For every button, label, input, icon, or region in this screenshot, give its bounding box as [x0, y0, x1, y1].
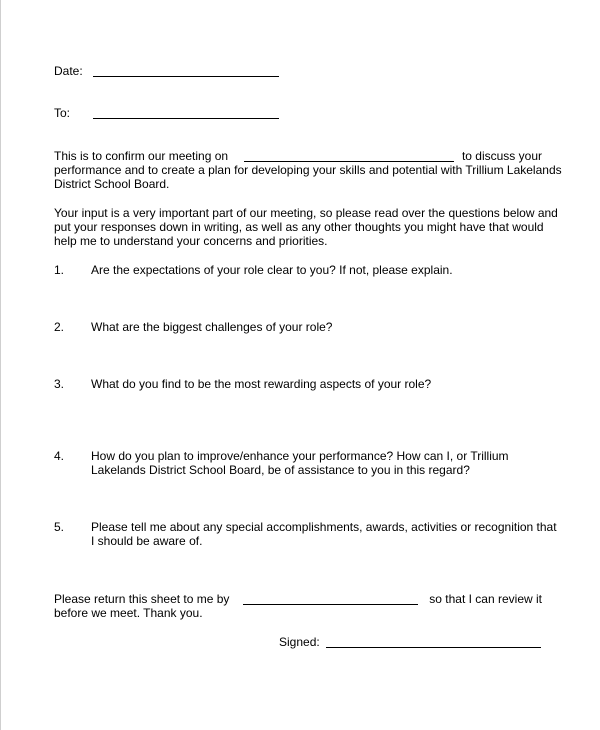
question-1-number: 1.	[54, 263, 65, 277]
closing-line-1-end	[424, 592, 542, 606]
question-2-text: What are the biggest challenges of your role?	[91, 320, 333, 334]
question-4-number: 4.	[54, 449, 65, 463]
to-row	[54, 106, 70, 120]
signed-row	[279, 635, 320, 649]
question-3-number: 3.	[54, 377, 65, 391]
closing-line-2	[54, 606, 203, 620]
input-line-1	[54, 206, 558, 220]
intro-line-2	[54, 163, 562, 177]
closing-line-2-text: before we meet. Thank you.	[54, 606, 203, 620]
input-line-3-text: help me to understand your concerns and priorities.	[54, 234, 328, 248]
input-line-1-text: Your input is a very important part of our meeting, so please read over the questions below and	[54, 206, 558, 220]
closing-text-before-blank: Please return this sheet to me by	[54, 592, 230, 606]
closing-line-1-start	[54, 592, 229, 606]
question-4-line-1: How do you plan to improve/enhance your performance? How can I, or Trillium	[91, 449, 509, 463]
date-blank-line[interactable]	[93, 65, 279, 77]
input-line-2-text: put your responses down in writing, as well as any other thoughts you might have that would	[54, 220, 544, 234]
question-5-number: 5.	[54, 520, 65, 534]
date-row	[54, 64, 83, 78]
signature-blank-line[interactable]	[326, 636, 541, 648]
signed-label: Signed:	[279, 635, 320, 649]
intro-line-3-text: District School Board.	[54, 177, 170, 191]
input-line-3	[54, 234, 328, 248]
date-label: Date:	[54, 64, 83, 78]
intro-line-2-text: performance and to create a plan for developing your skills and potential with Trillium Lakelands	[54, 163, 562, 177]
intro-line-1-start	[54, 149, 228, 163]
intro-text-before-blank: This is to confirm our meeting on	[54, 149, 229, 163]
closing-text-after-blank: so that I can review it	[429, 592, 542, 606]
meeting-date-blank-line[interactable]	[244, 150, 454, 162]
to-label: To:	[54, 106, 71, 120]
intro-line-1-end	[459, 149, 542, 163]
intro-line-3	[54, 177, 169, 191]
question-5-line-2: I should be aware of.	[91, 534, 203, 548]
intro-text-after-blank: to discuss your	[461, 149, 542, 163]
input-line-2	[54, 220, 544, 234]
question-1-text: Are the expectations of your role clear to you? If not, please explain.	[91, 263, 453, 277]
to-blank-line[interactable]	[93, 107, 279, 119]
question-5-line-1: Please tell me about any special accomplishments, awards, activities or recognition that	[91, 520, 557, 534]
question-4-line-2: Lakelands District School Board, be of assistance to you in this regard?	[91, 463, 470, 477]
question-2-number: 2.	[54, 320, 65, 334]
return-date-blank-line[interactable]	[243, 593, 418, 605]
question-3-text: What do you find to be the most rewarding aspects of your role?	[91, 377, 432, 391]
